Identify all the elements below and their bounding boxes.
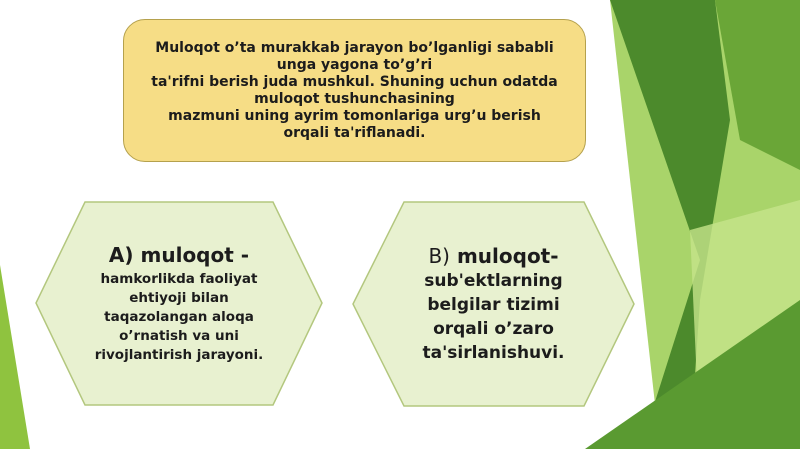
decor-left-stripe [0,265,30,449]
definition-b-line: belgilar tizimi [427,295,560,315]
definition-a-line: hamkorlikda faoliyat [100,271,258,287]
intro-line: unga yagona to’g’ri [276,56,433,73]
definition-b-line: orqali o’zaro [433,319,554,339]
definition-b-hexagon [352,201,635,407]
definition-a-line: taqazolangan aloqa [104,309,254,325]
intro-line: ta'rifni berish juda mushkul. Shuning uchun odatda [151,73,558,90]
intro-line: mazmuni uning ayrim tomonlariga urg’u berish [168,107,541,124]
definition-a-title: A) muloqot - [108,243,250,267]
intro-line: muloqot tushunchasining [254,90,455,107]
intro-box [123,19,586,162]
intro-line: orqali ta'riflanadi. [283,124,426,141]
intro-line: Muloqot o’ta murakkab jarayon bo’lganligi sababli [155,39,554,56]
definition-b-line: ta'sirlanishuvi. [422,343,565,363]
definition-a-line: o’rnatish va uni [119,328,239,344]
definition-a-hexagon [35,201,323,406]
definition-b-term: muloqot- [456,244,559,268]
definition-b-letter: B) [428,244,450,268]
definition-b-line: sub'ektlarning [424,271,563,291]
definition-b-title [428,243,558,269]
definition-a-line: ehtiyoji bilan [129,290,229,306]
definition-a-line: rivojlantirish jarayoni. [94,347,264,363]
